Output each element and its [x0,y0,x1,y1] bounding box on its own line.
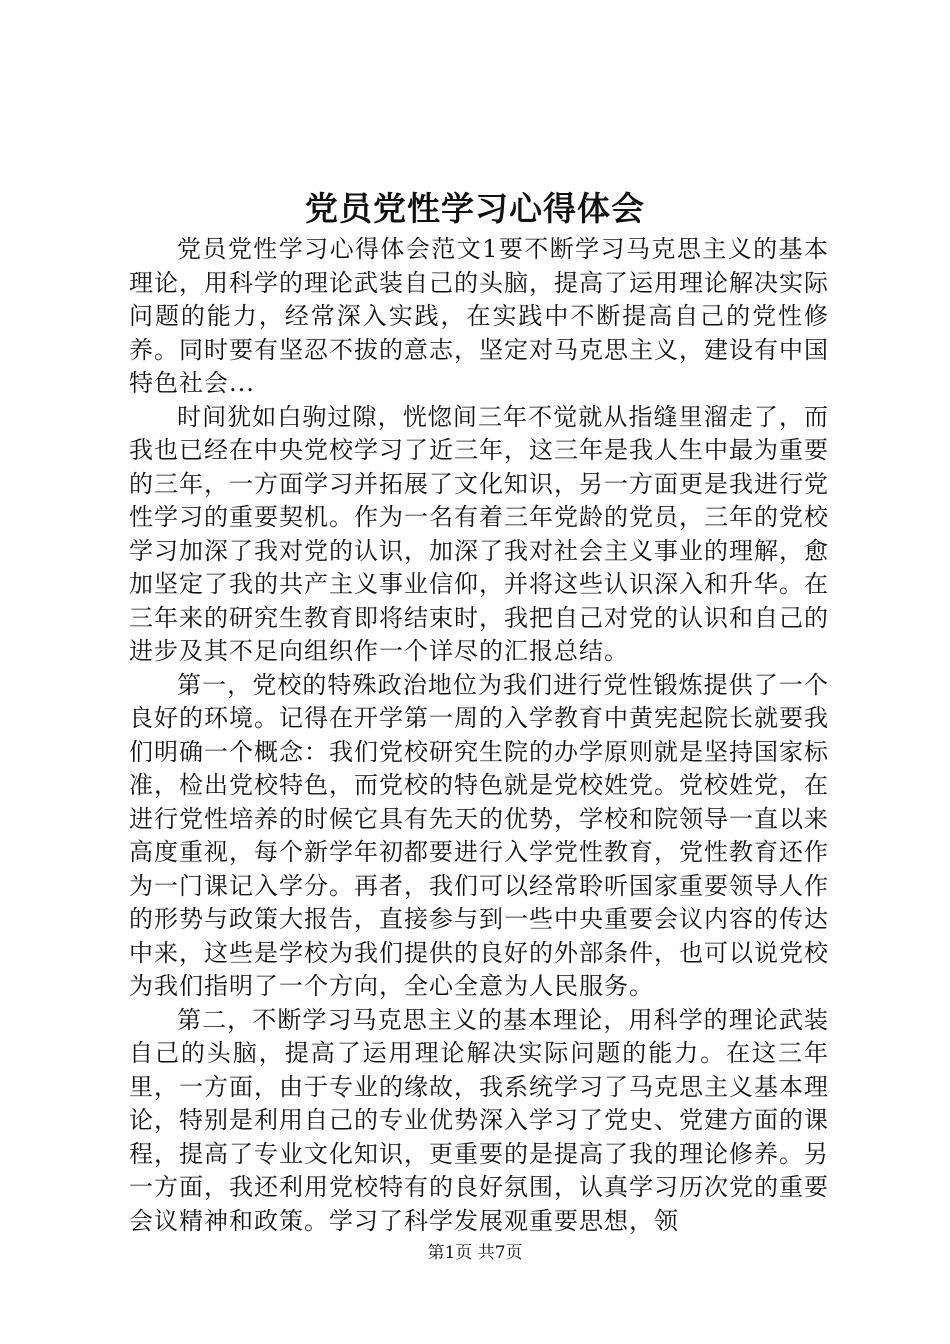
document-title: 党员党性学习心得体会 [305,189,645,228]
paragraph-4: 第二，不断学习马克思主义的基本理论，用科学的理论武装自己的头脑，提高了运用理论解决实际问题的能力。在这三年里，一方面，由于专业的缘故，我系统学习了马克思主义基本理论，特别是利用自己的专业优势深入学习了党史、党建方面的课程，提高了专业文化知识，更重要的是提高了我的理论修养。另一方面，我还利用党校特有的良好氛围，认真学习历次党的重要会议精神和政策。学习了科学发展观重要思想，领 [129,1005,829,1235]
page-footer: 第1页 共7页 [427,1243,523,1263]
paragraph-3: 第一，党校的特殊政治地位为我们进行党性锻炼提供了一个良好的环境。记得在开学第一周的入学教育中黄宪起院长就要我们明确一个概念：我们党校研究生院的办学原则就是坚持国家标准，检出党校特色，而党校的特色就是党校姓党。党校姓党，在进行党性培养的时候它具有先天的优势，学校和院领导一直以来高度重视，每个新学年初都要进行入学党性教育，党性教育还作为一门课记入学分。再者，我们可以经常聆听国家重要领导人作的形势与政策大报告，直接参与到一些中央重要会议内容的传达中来，这些是学校为我们提供的良好的外部条件，也可以说党校为我们指明了一个方向，全心全意为人民服务。 [129,670,829,1000]
paragraph-2: 时间犹如白驹过隙，恍惚间三年不觉就从指缝里溜走了，而我也已经在中央党校学习了近三年，这三年是我人生中最为重要的三年，一方面学习并拓展了文化知识，另一方面更是我进行党性学习的重要契机。作为一名有着三年党龄的党员，三年的党校学习加深了我对党的认识，加深了我对社会主义事业的理解，愈加坚定了我的共产主义事业信仰，并将这些认识深入和升华。在三年来的研究生教育即将结束时，我把自己对党的认识和自己的进步及其不足向组织作一个详尽的汇报总结。 [129,402,829,665]
paragraph-1: 党员党性学习心得体会范文1要不断学习马克思主义的基本理论，用科学的理论武装自己的头脑，提高了运用理论解决实际问题的能力，经常深入实践，在实践中不断提高自己的党性修养。同时要有坚忍不拔的意志，坚定对马克思主义，建设有中国特色社会... [129,235,829,397]
document-body [129,233,829,1238]
